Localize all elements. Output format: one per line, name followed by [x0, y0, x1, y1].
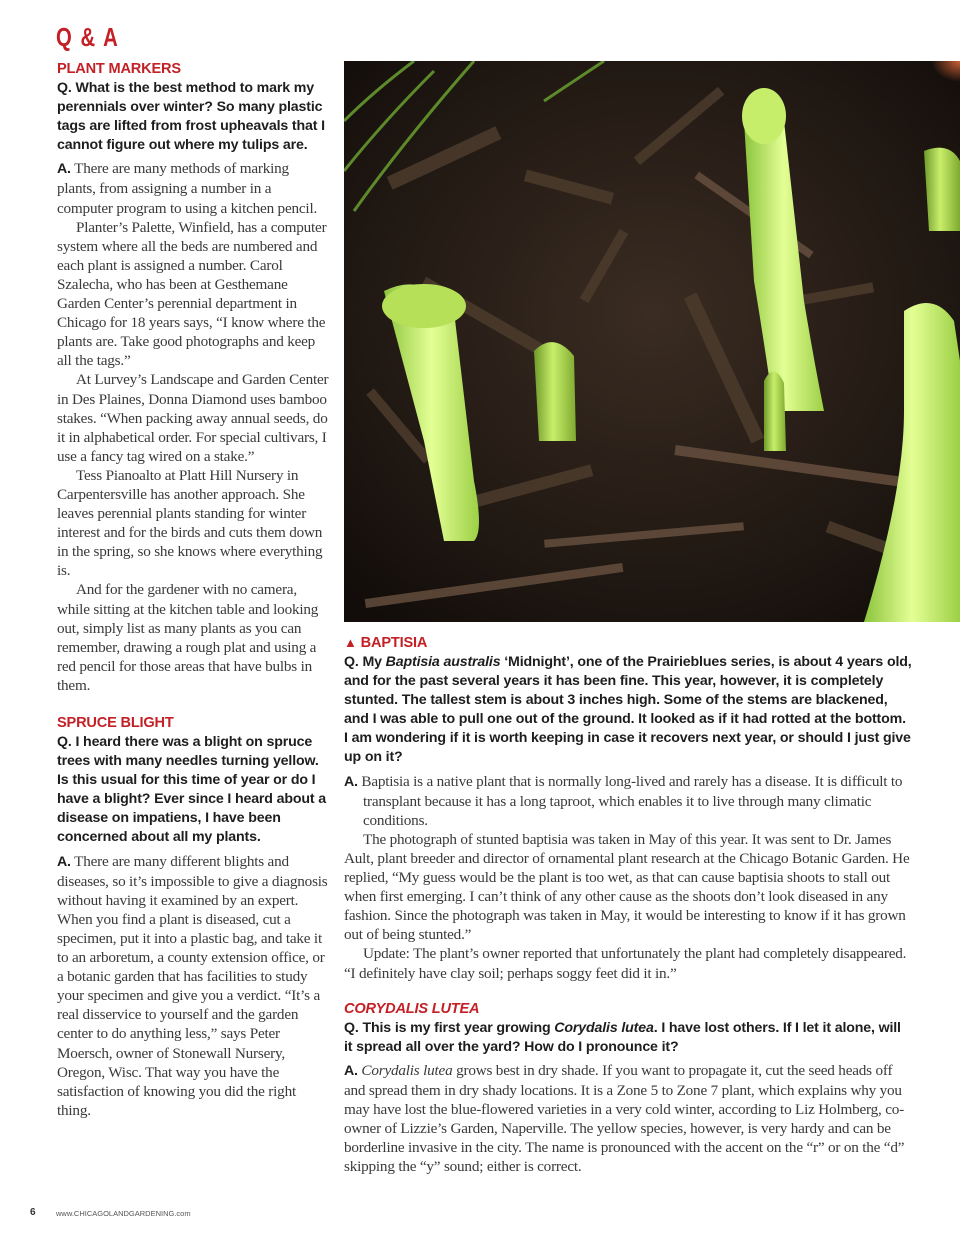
plant-markers-section	[57, 60, 329, 695]
plant-markers-paragraph: At Lurvey’s Landscape and Garden Center in Des Plaines, Donna Diamond uses bamboo stakes. “When packing away annual seeds, do it in alphabetical order. For special cultivars, I use a fancy tag wired on a stake.”	[57, 371, 329, 465]
baptisia-heading	[344, 633, 912, 653]
answer-italic-text: Corydalis lutea	[361, 1061, 453, 1079]
spruce-blight-section	[57, 714, 329, 1120]
baptisia-section	[344, 633, 912, 983]
corydalis-answer-text: grows best in dry shade. If you want to propagate it, cut the seed heads off and spread them in dry shady locations. It is a Zone 5 to Zone 7 plant, which explains why you may have lost the blue-flowered varieties in a very cold winter, according to Liz Holmberg, co-owner of Lizzie’s Garden, Naperville. The yellow species, however, is very hardy and can be borderline invasive in the city. The name is pronounced with the accent on the “r” or on the “d” skipping the “y” sound; either is correct.	[344, 1061, 905, 1176]
section-title: Q & A	[56, 22, 120, 52]
plant-markers-paragraph: Tess Pianoalto at Platt Hill Nursery in Carpentersville has another approach. She leaves perennial plants standing for winter interest and for the birds and cuts them down in the spring, so she knows where everything is.	[57, 466, 323, 580]
question-text: ‘Midnight’, one of the Prairieblues series, is about 4 years old, and for the past several years it has been fine. This year, however, it is completely stunted. The tallest stem is about 3 inches high. Some of the stems are blackened, and I was able to pull one out of the ground. It looked as if it had rotted at the bottom. I am wondering if it is worth keeping in case it recovers next year, or should I just give up on it?	[344, 654, 912, 766]
answer-label: A.	[57, 853, 71, 870]
corydalis-section	[344, 1000, 912, 1177]
answer-label: A.	[57, 161, 71, 178]
plant-markers-answer	[57, 159, 329, 217]
spruce-blight-heading: SPRUCE BLIGHT	[57, 715, 174, 731]
question-italic-text: Baptisia australis	[385, 654, 501, 670]
answer-label: A.	[344, 1062, 358, 1079]
question-text: Q. My	[344, 654, 386, 670]
spruce-blight-answer-text: There are many different blights and diseases, so it’s impossible to give a diagnosis without having it examined by an expert. When you find a plant is diseased, cut a specimen, put it into a plastic bag, and take it to an arboretum, a county extension office, or a botanic garden that has facilities to study your specimen and give you a verdict. “It’s a real disservice to yourself and the garden center to do anything less,” says Peter Moersch, owner of Stonewall Nursery, Oregon, Wisc. That way you have the satisfaction of knowing you did the right thing.	[57, 852, 328, 1119]
corydalis-answer	[344, 1061, 912, 1177]
triangle-marker-icon: ▲	[344, 635, 357, 650]
plant-markers-paragraph: And for the gardener with no camera, while sitting at the kitchen table and looking out, simply list as many plants as you can remember, drawing a rough plat and using a red pencil for those areas that have bulbs in them.	[57, 581, 319, 694]
question-italic-text: Corydalis lutea	[554, 1019, 654, 1036]
right-column	[344, 633, 912, 1176]
question-text: . I have lost others. If I let it alone, will it spread all over the yard? How do I pronounce it?	[344, 1019, 901, 1055]
plant-markers-question: Q. What is the best method to mark my perennials over winter? So many plastic tags are lifted from frost upheavals that I cannot figure out where my tulips are.	[57, 80, 325, 154]
plant-markers-paragraph: Planter’s Palette, Winfield, has a computer system where all the beds are numbered and each plant is assigned a number. Carol Szalecha, who has been at Gesthemane Garden Center’s perennial department in Chicago for 18 years says, “I know where the plants are. Take good photographs and keep all the tags.”	[57, 218, 327, 370]
baptisia-question	[344, 653, 912, 768]
baptisia-paragraph: Update: The plant’s owner reported that unfortunately the plant had completely disappeared. “I definitely have clay soil; perhaps soggy feet did it in.”	[344, 945, 907, 982]
corydalis-question	[344, 1019, 912, 1057]
question-text: Q. This is my first year growing	[344, 1019, 555, 1036]
baptisia-answer-text: Baptisia is a native plant that is normally long-lived and rarely has a disease. It is difficult to transplant because it has a long taproot, which enables it to live through many climatic conditions.	[357, 772, 903, 829]
baptisia-photo	[344, 61, 960, 622]
baptisia-heading-text: BAPTISIA	[360, 635, 428, 651]
answer-label: A.	[344, 773, 358, 790]
corydalis-heading: CORYDALIS LUTEA	[344, 1000, 480, 1017]
plant-markers-heading: PLANT MARKERS	[57, 61, 181, 77]
baptisia-answer	[344, 772, 912, 830]
spruce-blight-answer	[57, 852, 329, 1120]
plant-markers-answer-text: There are many methods of marking plants, from assigning a number in a computer program to using a kitchen pencil.	[57, 160, 318, 217]
spruce-blight-question: Q. I heard there was a blight on spruce trees with many needles turning yellow. Is this usual for this time of year or do I have a blight? Ever since I heard about a disease on impatiens, I have been concerned about all my plants.	[57, 734, 327, 846]
left-column	[57, 60, 329, 1120]
baptisia-paragraph: The photograph of stunted baptisia was taken in May of this year. It was sent to Dr. James Ault, plant breeder and director of ornamental plant research at the Chicago Botanic Garden. He replied, “My guess would be the plant is too wet, as that can cause baptisia shoots to stall out when first emerging. I can’t think of any other cause as the shoots don’t look diseased in any fashion. Since the photograph was taken in May, it would be interesting to know if it has grown out of being stunted.”	[344, 830, 910, 944]
page-number: 6	[30, 1207, 36, 1218]
footer-url[interactable]: www.CHICAGOLANDGARDENING.com	[56, 1209, 191, 1218]
